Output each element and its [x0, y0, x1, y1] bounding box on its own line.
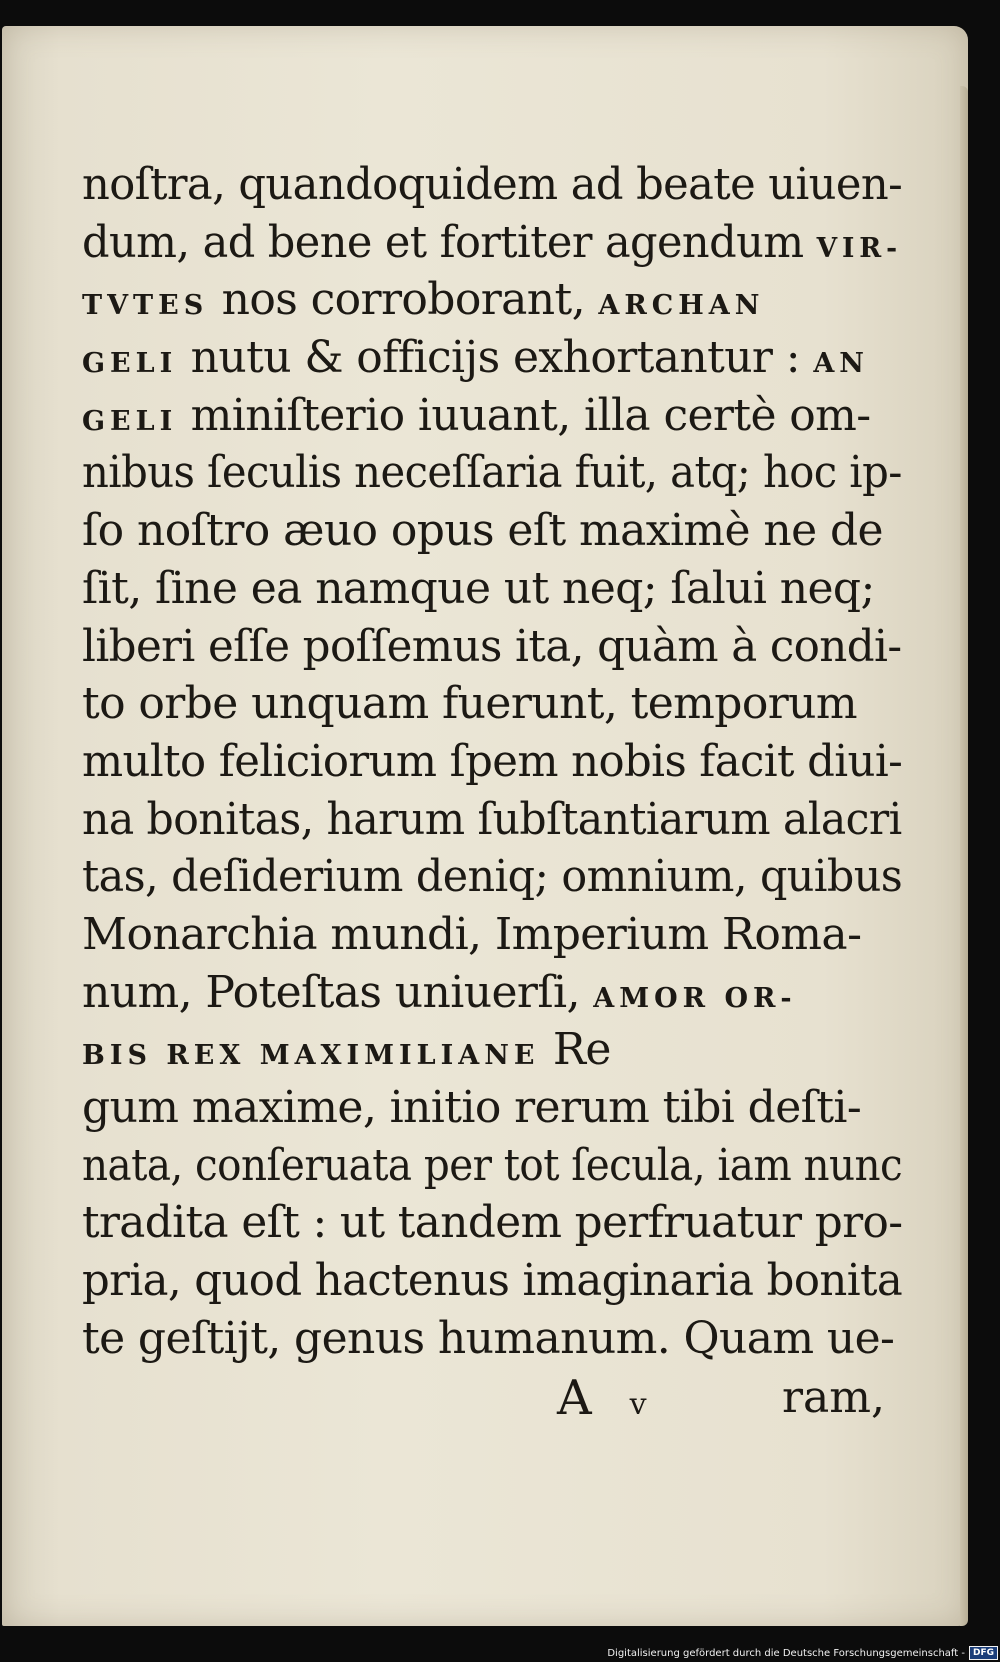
text-line	[82, 560, 902, 618]
signature-sub: v	[629, 1387, 649, 1423]
smallcaps-segment: AN	[813, 348, 869, 380]
smallcaps-segment: VIR-	[816, 232, 903, 264]
text-segment: te geſtijt, genus humanum. Quam ue-	[82, 1312, 895, 1364]
text-line	[82, 906, 902, 964]
text-segment: nibus ſeculis neceſſaria fuit, atq; hoc ip-	[82, 447, 902, 499]
signature-mark	[557, 1367, 649, 1436]
digitization-credit	[600, 1646, 998, 1662]
smallcaps-segment: AMOR OR-	[593, 982, 797, 1014]
catchword: ram,	[782, 1372, 885, 1424]
text-line	[82, 964, 902, 1022]
text-line	[82, 156, 903, 214]
text-line	[82, 444, 902, 502]
text-line	[82, 791, 902, 849]
text-segment: pria, quod hactenus imaginaria bonita	[82, 1255, 903, 1307]
text-segment: nata, conſeruata per tot ſecula, iam nunc	[82, 1139, 903, 1191]
smallcaps-segment: ARCHAN	[598, 290, 765, 322]
text-segment: tradita eſt : ut tandem perfruatur pro-	[82, 1197, 903, 1249]
text-block	[82, 156, 902, 1429]
text-segment: tas, deſiderium deniq; omnium, quibus	[82, 851, 903, 903]
smallcaps-segment: GELI	[82, 405, 178, 437]
text-line	[82, 214, 903, 272]
text-line	[82, 733, 903, 791]
text-line	[82, 1310, 902, 1368]
dfg-logo: DFG	[969, 1646, 998, 1660]
text-segment: miniſterio iuuant, illa certè om-	[177, 389, 871, 441]
text-segment: to orbe unquam fuerunt, temporum	[82, 678, 858, 730]
signature-letter: A	[557, 1370, 594, 1427]
text-segment: ſit, ſine ea namque ut neq; ſalui neq;	[82, 562, 875, 614]
text-line	[82, 1021, 902, 1079]
smallcaps-segment: BIS REX MAXIMILIANE	[82, 1040, 540, 1072]
credit-text: Digitalisierung gefördert durch die Deutsche Forschungsgemeinschaft -	[607, 1648, 965, 1659]
text-line	[82, 387, 902, 445]
page-foot	[82, 1367, 902, 1429]
text-lines	[82, 156, 902, 1367]
smallcaps-segment: TVTES	[82, 290, 209, 322]
smallcaps-segment: GELI	[82, 348, 178, 380]
text-line	[82, 848, 903, 906]
text-line	[82, 1079, 902, 1137]
text-segment: dum, ad bene et fortiter agendum	[82, 216, 817, 268]
page-edge	[960, 86, 968, 1626]
text-line	[82, 1137, 903, 1195]
text-segment: liberi eſſe poſſemus ita, quàm à condi-	[82, 620, 902, 672]
text-line	[82, 618, 902, 676]
text-segment: gum maxime, initio rerum tibi deſti-	[82, 1082, 862, 1133]
text-segment: ſo noſtro æuo opus eſt maximè ne de	[82, 505, 883, 557]
text-segment: na bonitas, harum ſubſtantiarum alacri	[82, 793, 902, 845]
text-segment: Re	[539, 1024, 611, 1076]
text-line	[82, 502, 902, 560]
text-line	[82, 271, 902, 329]
text-segment: nos corroborant,	[208, 274, 599, 326]
text-line	[82, 329, 902, 387]
text-line	[82, 1194, 903, 1252]
text-segment: num, Poteſtas uniuerſi,	[82, 966, 594, 1018]
text-line	[82, 675, 902, 733]
text-segment: Monarchia mundi, Imperium Roma-	[82, 908, 862, 960]
text-segment: nutu & officijs exhortantur :	[177, 332, 814, 384]
text-line	[82, 1252, 903, 1310]
text-segment: noſtra, quandoquidem ad beate uiuen-	[82, 159, 903, 210]
text-segment: multo feliciorum ſpem nobis facit diui-	[82, 735, 903, 787]
book-page	[2, 26, 968, 1626]
